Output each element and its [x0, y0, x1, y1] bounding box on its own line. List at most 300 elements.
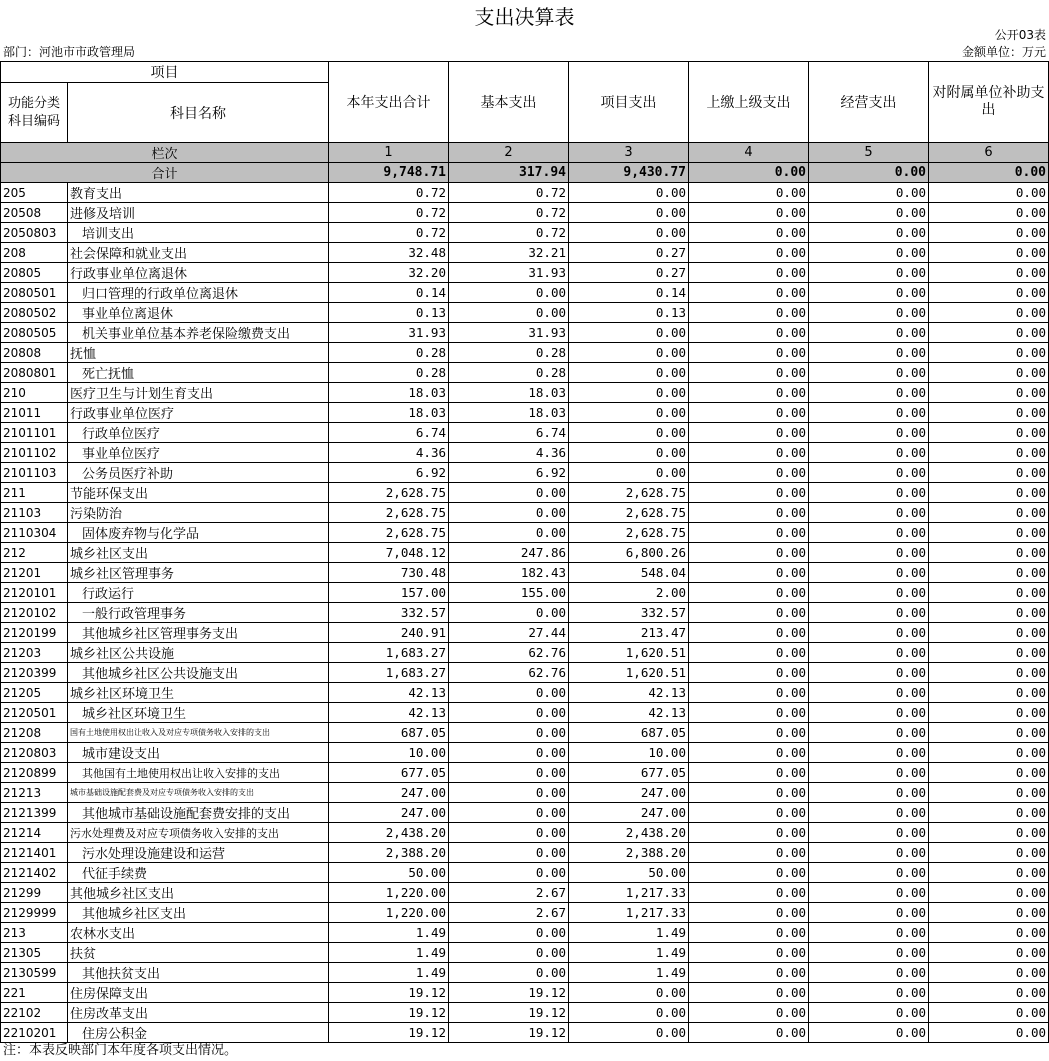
header-col-basic: 基本支出 [449, 62, 569, 143]
row-value-3: 2,628.75 [569, 503, 689, 523]
row-name: 一般行政管理事务 [68, 603, 329, 623]
row-value-6: 0.00 [929, 863, 1049, 883]
table-row [1, 543, 1049, 563]
row-value-5: 0.00 [809, 863, 929, 883]
row-code: 2101101 [1, 423, 68, 443]
row-value-3: 0.00 [569, 343, 689, 363]
header-item: 项目 [1, 62, 329, 83]
row-value-3: 0.00 [569, 323, 689, 343]
row-name: 其他扶贫支出 [68, 963, 329, 983]
row-value-5: 0.00 [809, 683, 929, 703]
row-value-2: 0.00 [449, 763, 569, 783]
row-code: 2120501 [1, 703, 68, 723]
row-code: 20808 [1, 343, 68, 363]
row-name: 培训支出 [68, 223, 329, 243]
row-value-3: 1.49 [569, 963, 689, 983]
row-value-2: 0.72 [449, 223, 569, 243]
row-value-1: 4.36 [329, 443, 449, 463]
row-value-6: 0.00 [929, 603, 1049, 623]
row-value-3: 1.49 [569, 943, 689, 963]
row-code: 2080505 [1, 323, 68, 343]
row-value-6: 0.00 [929, 263, 1049, 283]
table-row [1, 343, 1049, 363]
department-label: 部门：河池市市政管理局 [3, 45, 136, 59]
row-value-3: 0.27 [569, 243, 689, 263]
row-value-1: 332.57 [329, 603, 449, 623]
row-value-1: 1.49 [329, 963, 449, 983]
row-value-1: 18.03 [329, 383, 449, 403]
row-value-4: 0.00 [689, 603, 809, 623]
row-index-1: 1 [329, 143, 449, 163]
row-value-5: 0.00 [809, 843, 929, 863]
row-value-6: 0.00 [929, 323, 1049, 343]
row-name: 污染防治 [68, 503, 329, 523]
row-value-1: 10.00 [329, 743, 449, 763]
row-value-3: 42.13 [569, 703, 689, 723]
row-value-1: 0.72 [329, 203, 449, 223]
row-value-3: 247.00 [569, 803, 689, 823]
row-value-1: 0.28 [329, 343, 449, 363]
row-value-6: 0.00 [929, 643, 1049, 663]
row-value-6: 0.00 [929, 423, 1049, 443]
row-name: 行政事业单位离退休 [68, 263, 329, 283]
table-row [1, 903, 1049, 923]
row-value-2: 0.28 [449, 343, 569, 363]
row-name: 城乡社区支出 [68, 543, 329, 563]
row-value-3: 0.00 [569, 383, 689, 403]
row-value-4: 0.00 [689, 683, 809, 703]
row-index-label: 栏次 [1, 143, 329, 163]
row-value-3: 0.00 [569, 203, 689, 223]
row-value-1: 42.13 [329, 683, 449, 703]
row-value-6: 0.00 [929, 823, 1049, 843]
row-value-1: 18.03 [329, 403, 449, 423]
row-value-6: 0.00 [929, 723, 1049, 743]
row-value-5: 0.00 [809, 363, 929, 383]
row-value-6: 0.00 [929, 923, 1049, 943]
row-value-3: 1,620.51 [569, 643, 689, 663]
row-value-1: 0.13 [329, 303, 449, 323]
total-value-3: 9,430.77 [569, 163, 689, 183]
table-row [1, 423, 1049, 443]
row-value-3: 0.27 [569, 263, 689, 283]
row-value-2: 155.00 [449, 583, 569, 603]
row-value-5: 0.00 [809, 643, 929, 663]
row-value-5: 0.00 [809, 463, 929, 483]
row-value-5: 0.00 [809, 903, 929, 923]
row-value-1: 31.93 [329, 323, 449, 343]
row-value-4: 0.00 [689, 923, 809, 943]
row-value-4: 0.00 [689, 503, 809, 523]
row-value-1: 1,220.00 [329, 903, 449, 923]
row-code: 21011 [1, 403, 68, 423]
page-title: 支出决算表 [474, 5, 575, 29]
row-code: 21208 [1, 723, 68, 743]
row-value-5: 0.00 [809, 743, 929, 763]
table-row [1, 683, 1049, 703]
row-value-1: 677.05 [329, 763, 449, 783]
row-value-1: 1,220.00 [329, 883, 449, 903]
row-value-1: 240.91 [329, 623, 449, 643]
row-value-1: 730.48 [329, 563, 449, 583]
row-value-5: 0.00 [809, 723, 929, 743]
row-value-6: 0.00 [929, 203, 1049, 223]
table-row [1, 563, 1049, 583]
row-value-5: 0.00 [809, 603, 929, 623]
row-name: 归口管理的行政单位离退休 [68, 283, 329, 303]
row-name: 农林水支出 [68, 923, 329, 943]
row-value-6: 0.00 [929, 983, 1049, 1003]
header-col-total: 本年支出合计 [329, 62, 449, 143]
row-index-2: 2 [449, 143, 569, 163]
row-name: 城乡社区公共设施 [68, 643, 329, 663]
row-name: 其他城乡社区支出 [68, 903, 329, 923]
row-value-1: 42.13 [329, 703, 449, 723]
row-value-3: 6,800.26 [569, 543, 689, 563]
table-row [1, 843, 1049, 863]
form-number: 公开03表 [994, 28, 1046, 42]
row-value-6: 0.00 [929, 243, 1049, 263]
expenditure-table [0, 61, 1049, 1043]
row-value-2: 0.00 [449, 923, 569, 943]
row-value-1: 50.00 [329, 863, 449, 883]
table-row [1, 703, 1049, 723]
row-value-3: 677.05 [569, 763, 689, 783]
row-value-2: 4.36 [449, 443, 569, 463]
header-col-subsidy: 对附属单位补助支出 [929, 62, 1049, 143]
row-index-6: 6 [929, 143, 1049, 163]
row-code: 2080501 [1, 283, 68, 303]
row-value-2: 0.28 [449, 363, 569, 383]
row-value-5: 0.00 [809, 623, 929, 643]
header-code: 功能分类科目编码 [1, 83, 68, 143]
row-value-2: 247.86 [449, 543, 569, 563]
row-value-3: 1,620.51 [569, 663, 689, 683]
row-value-6: 0.00 [929, 783, 1049, 803]
row-code: 210 [1, 383, 68, 403]
row-value-6: 0.00 [929, 703, 1049, 723]
table-row [1, 263, 1049, 283]
row-value-4: 0.00 [689, 543, 809, 563]
row-value-2: 0.00 [449, 503, 569, 523]
row-value-2: 0.00 [449, 703, 569, 723]
row-code: 21299 [1, 883, 68, 903]
row-value-4: 0.00 [689, 703, 809, 723]
row-value-6: 0.00 [929, 283, 1049, 303]
table-row [1, 483, 1049, 503]
row-value-5: 0.00 [809, 543, 929, 563]
row-value-3: 0.00 [569, 363, 689, 383]
row-value-2: 0.00 [449, 723, 569, 743]
row-value-2: 0.00 [449, 783, 569, 803]
row-code: 21305 [1, 943, 68, 963]
row-name: 城乡社区环境卫生 [68, 703, 329, 723]
row-code: 20805 [1, 263, 68, 283]
table-row [1, 203, 1049, 223]
row-code: 2210201 [1, 1023, 68, 1043]
row-name: 污水处理设施建设和运营 [68, 843, 329, 863]
row-value-6: 0.00 [929, 563, 1049, 583]
row-value-4: 0.00 [689, 723, 809, 743]
row-value-5: 0.00 [809, 883, 929, 903]
row-name: 城市基础设施配套费及对应专项债务收入安排的支出 [68, 783, 329, 803]
row-value-5: 0.00 [809, 423, 929, 443]
table-row [1, 183, 1049, 203]
table-row [1, 303, 1049, 323]
row-value-2: 27.44 [449, 623, 569, 643]
total-value-1: 9,748.71 [329, 163, 449, 183]
row-value-2: 31.93 [449, 323, 569, 343]
row-value-6: 0.00 [929, 943, 1049, 963]
row-value-5: 0.00 [809, 483, 929, 503]
table-row [1, 323, 1049, 343]
row-value-1: 1.49 [329, 943, 449, 963]
row-value-1: 6.74 [329, 423, 449, 443]
row-name: 城市建设支出 [68, 743, 329, 763]
row-code: 2120803 [1, 743, 68, 763]
footnote: 注：本表反映部门本年度各项支出情况。 [3, 1043, 238, 1058]
row-value-3: 50.00 [569, 863, 689, 883]
row-value-4: 0.00 [689, 763, 809, 783]
row-code: 2080801 [1, 363, 68, 383]
row-value-3: 0.00 [569, 223, 689, 243]
row-value-3: 213.47 [569, 623, 689, 643]
row-value-5: 0.00 [809, 923, 929, 943]
row-value-6: 0.00 [929, 623, 1049, 643]
row-value-2: 18.03 [449, 383, 569, 403]
row-value-6: 0.00 [929, 463, 1049, 483]
table-row [1, 1003, 1049, 1023]
row-value-6: 0.00 [929, 303, 1049, 323]
row-code: 213 [1, 923, 68, 943]
row-code: 2080502 [1, 303, 68, 323]
row-value-4: 0.00 [689, 423, 809, 443]
row-value-3: 2.00 [569, 583, 689, 603]
row-value-4: 0.00 [689, 643, 809, 663]
row-value-4: 0.00 [689, 623, 809, 643]
row-value-6: 0.00 [929, 583, 1049, 603]
row-value-2: 0.00 [449, 843, 569, 863]
table-row [1, 803, 1049, 823]
row-name: 公务员医疗补助 [68, 463, 329, 483]
row-value-2: 0.00 [449, 483, 569, 503]
table-row [1, 503, 1049, 523]
row-value-5: 0.00 [809, 963, 929, 983]
row-value-5: 0.00 [809, 203, 929, 223]
row-value-2: 0.00 [449, 823, 569, 843]
row-value-4: 0.00 [689, 583, 809, 603]
row-value-1: 247.00 [329, 803, 449, 823]
row-value-2: 19.12 [449, 983, 569, 1003]
row-name: 进修及培训 [68, 203, 329, 223]
row-value-3: 0.00 [569, 463, 689, 483]
row-value-4: 0.00 [689, 963, 809, 983]
row-code: 2121401 [1, 843, 68, 863]
table-row [1, 983, 1049, 1003]
row-value-5: 0.00 [809, 503, 929, 523]
table-row [1, 643, 1049, 663]
row-name: 死亡抚恤 [68, 363, 329, 383]
row-value-2: 18.03 [449, 403, 569, 423]
table-row [1, 963, 1049, 983]
row-code: 2130599 [1, 963, 68, 983]
row-name: 机关事业单位基本养老保险缴费支出 [68, 323, 329, 343]
row-code: 2120101 [1, 583, 68, 603]
row-value-4: 0.00 [689, 463, 809, 483]
row-code: 2120199 [1, 623, 68, 643]
row-value-6: 0.00 [929, 343, 1049, 363]
table-row [1, 383, 1049, 403]
row-name: 代征手续费 [68, 863, 329, 883]
table-row [1, 523, 1049, 543]
row-value-3: 1.49 [569, 923, 689, 943]
row-value-1: 32.48 [329, 243, 449, 263]
row-value-6: 0.00 [929, 663, 1049, 683]
row-value-4: 0.00 [689, 243, 809, 263]
table-row [1, 363, 1049, 383]
row-value-2: 0.00 [449, 523, 569, 543]
row-value-2: 62.76 [449, 663, 569, 683]
row-value-1: 1,683.27 [329, 643, 449, 663]
row-value-1: 247.00 [329, 783, 449, 803]
table-row [1, 923, 1049, 943]
row-index-5: 5 [809, 143, 929, 163]
row-value-4: 0.00 [689, 483, 809, 503]
row-name: 住房保障支出 [68, 983, 329, 1003]
row-value-3: 0.00 [569, 1023, 689, 1043]
table-row [1, 623, 1049, 643]
row-value-2: 2.67 [449, 903, 569, 923]
row-index-3: 3 [569, 143, 689, 163]
row-value-5: 0.00 [809, 303, 929, 323]
row-value-2: 182.43 [449, 563, 569, 583]
total-label: 合计 [1, 163, 329, 183]
row-value-5: 0.00 [809, 403, 929, 423]
row-code: 221 [1, 983, 68, 1003]
row-value-5: 0.00 [809, 223, 929, 243]
row-value-4: 0.00 [689, 263, 809, 283]
unit-label: 金额单位：万元 [961, 45, 1046, 59]
row-value-3: 0.00 [569, 423, 689, 443]
row-value-1: 0.28 [329, 363, 449, 383]
row-value-4: 0.00 [689, 983, 809, 1003]
row-value-3: 1,217.33 [569, 903, 689, 923]
row-value-4: 0.00 [689, 663, 809, 683]
row-value-4: 0.00 [689, 183, 809, 203]
row-value-1: 2,628.75 [329, 503, 449, 523]
row-value-6: 0.00 [929, 803, 1049, 823]
row-name: 污水处理费及对应专项债务收入安排的支出 [68, 823, 329, 843]
row-value-4: 0.00 [689, 323, 809, 343]
row-value-4: 0.00 [689, 863, 809, 883]
row-value-6: 0.00 [929, 1003, 1049, 1023]
row-value-2: 0.00 [449, 603, 569, 623]
row-value-6: 0.00 [929, 383, 1049, 403]
table-row [1, 743, 1049, 763]
row-value-4: 0.00 [689, 223, 809, 243]
row-value-5: 0.00 [809, 263, 929, 283]
row-value-3: 2,628.75 [569, 483, 689, 503]
table-row [1, 243, 1049, 263]
row-value-6: 0.00 [929, 483, 1049, 503]
row-value-4: 0.00 [689, 783, 809, 803]
row-value-1: 2,438.20 [329, 823, 449, 843]
row-value-5: 0.00 [809, 183, 929, 203]
row-value-1: 19.12 [329, 983, 449, 1003]
row-value-3: 1,217.33 [569, 883, 689, 903]
row-value-1: 1,683.27 [329, 663, 449, 683]
row-code: 21214 [1, 823, 68, 843]
row-value-1: 6.92 [329, 463, 449, 483]
row-value-3: 42.13 [569, 683, 689, 703]
row-name: 城乡社区环境卫生 [68, 683, 329, 703]
row-value-5: 0.00 [809, 323, 929, 343]
row-code: 2110304 [1, 523, 68, 543]
row-value-1: 2,388.20 [329, 843, 449, 863]
row-code: 2101103 [1, 463, 68, 483]
row-code: 2120399 [1, 663, 68, 683]
row-value-1: 1.49 [329, 923, 449, 943]
row-code: 211 [1, 483, 68, 503]
row-value-4: 0.00 [689, 843, 809, 863]
row-value-3: 247.00 [569, 783, 689, 803]
row-name: 国有土地使用权出让收入及对应专项债务收入安排的支出 [68, 723, 329, 743]
table-row [1, 663, 1049, 683]
row-value-5: 0.00 [809, 523, 929, 543]
row-value-4: 0.00 [689, 343, 809, 363]
row-value-1: 687.05 [329, 723, 449, 743]
row-value-3: 2,438.20 [569, 823, 689, 843]
header-col-business: 经营支出 [809, 62, 929, 143]
row-value-5: 0.00 [809, 663, 929, 683]
row-value-6: 0.00 [929, 183, 1049, 203]
row-value-5: 0.00 [809, 763, 929, 783]
row-value-6: 0.00 [929, 903, 1049, 923]
row-value-3: 0.00 [569, 1003, 689, 1023]
row-value-5: 0.00 [809, 1003, 929, 1023]
row-code: 2121402 [1, 863, 68, 883]
row-value-6: 0.00 [929, 683, 1049, 703]
table-row [1, 1023, 1049, 1043]
row-value-3: 10.00 [569, 743, 689, 763]
table-row [1, 883, 1049, 903]
row-name: 事业单位医疗 [68, 443, 329, 463]
row-value-5: 0.00 [809, 1023, 929, 1043]
row-value-6: 0.00 [929, 883, 1049, 903]
row-name: 抚恤 [68, 343, 329, 363]
row-value-6: 0.00 [929, 443, 1049, 463]
row-name: 其他城乡社区支出 [68, 883, 329, 903]
row-value-6: 0.00 [929, 403, 1049, 423]
row-value-3: 687.05 [569, 723, 689, 743]
row-name: 行政运行 [68, 583, 329, 603]
row-value-2: 31.93 [449, 263, 569, 283]
row-value-2: 0.00 [449, 943, 569, 963]
row-value-4: 0.00 [689, 303, 809, 323]
row-value-1: 32.20 [329, 263, 449, 283]
row-name: 城乡社区管理事务 [68, 563, 329, 583]
row-value-4: 0.00 [689, 203, 809, 223]
row-value-2: 19.12 [449, 1003, 569, 1023]
row-value-4: 0.00 [689, 883, 809, 903]
row-value-6: 0.00 [929, 763, 1049, 783]
row-code: 21205 [1, 683, 68, 703]
row-name: 节能环保支出 [68, 483, 329, 503]
row-name: 固体废弃物与化学品 [68, 523, 329, 543]
table-row [1, 723, 1049, 743]
row-value-5: 0.00 [809, 343, 929, 363]
row-value-2: 19.12 [449, 1023, 569, 1043]
